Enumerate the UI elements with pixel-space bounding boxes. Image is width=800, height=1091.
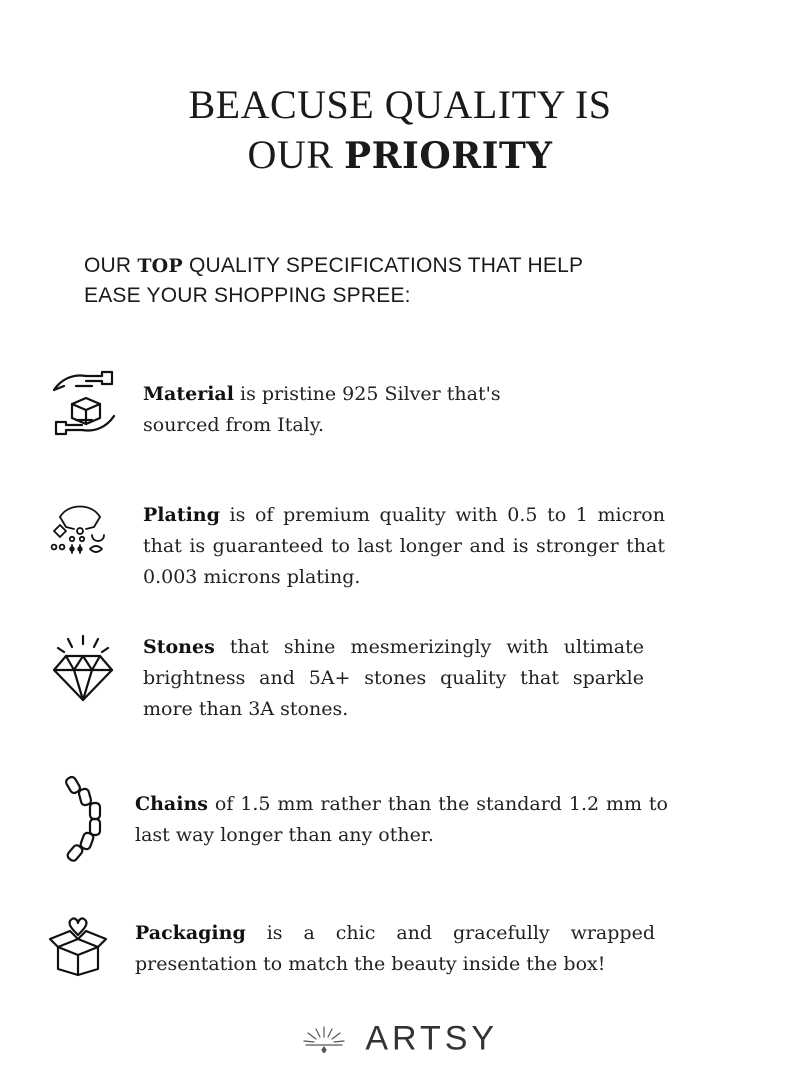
title-line-2: OUR PRIORITY xyxy=(247,132,553,177)
feature-stones xyxy=(0,630,800,730)
sunburst-logo-icon xyxy=(302,1025,346,1053)
feature-packaging xyxy=(0,913,800,993)
intro-text: OUR TOP QUALITY SPECIFICATIONS THAT HELP EASE YOUR SHOPPING SPREE: xyxy=(84,254,584,307)
gift-box-heart-icon xyxy=(48,917,108,977)
feature-plating-text: Plating is of premium quality with 0.5 to 1 micron that is guaranteed to last longer and is stronger that 0.003 microns plating. xyxy=(143,504,665,588)
chain-icon xyxy=(60,775,110,867)
feature-chains xyxy=(0,775,800,870)
feature-chains-text: Chains of 1.5 mm rather than the standard 1.2 mm to last way longer than any other. xyxy=(135,793,669,846)
intro-emphasis: TOP xyxy=(137,255,183,277)
brand-name: ARTSY xyxy=(365,1019,499,1058)
feature-material xyxy=(0,360,800,450)
page-title xyxy=(0,80,800,180)
feature-plating xyxy=(0,497,800,597)
diamond-icon xyxy=(50,634,116,704)
feature-material-text: Material is pristine 925 Silver that's sourced from Italy. xyxy=(143,383,501,436)
jewelry-set-icon xyxy=(48,501,110,557)
feature-stones-text: Stones that shine mesmerizingly with ultimate brightness and 5A+ stones quality that sparkle more than 3A stones. xyxy=(143,636,644,720)
feature-packaging-text: Packaging is a chic and gracefully wrapped presentation to match the beauty inside the box! xyxy=(135,922,655,975)
title-emphasis: PRIORITY xyxy=(344,135,553,177)
brand-footer xyxy=(0,1018,800,1059)
hands-box-icon xyxy=(52,364,116,442)
title-line-1: BEACUSE QUALITY IS xyxy=(188,82,612,127)
